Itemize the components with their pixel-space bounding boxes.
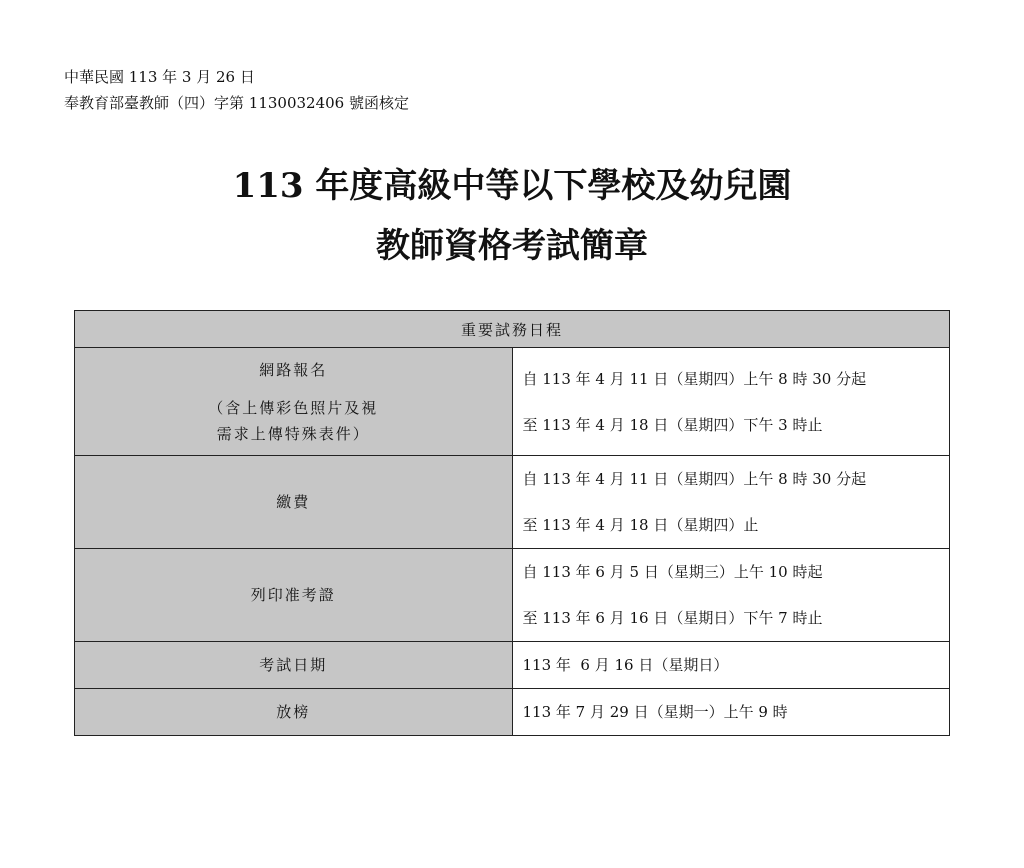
schedule-line: 至 113 年 4 月 18 日（星期四）下午 3 時止: [522, 415, 823, 434]
row-label-payment: 繳費: [75, 456, 513, 549]
table-row: [75, 642, 950, 689]
schedule-table: [74, 310, 950, 736]
schedule-line: 自 113 年 4 月 11 日（星期四）上午 8 時 30 分起: [522, 369, 867, 388]
row-label-registration: [75, 348, 513, 456]
schedule-line: 至 113 年 4 月 18 日（星期四）止: [522, 516, 759, 534]
table-row: [75, 549, 950, 642]
row-value-exam-date: [512, 642, 950, 689]
schedule-line: 自 113 年 4 月 11 日（星期四）上午 8 時 30 分起: [522, 470, 867, 488]
row-label-exam-date: 考試日期: [75, 642, 513, 689]
title-line-1: 113 年度高級中等以下學校及幼兒園: [232, 166, 792, 206]
row-label-note: 需求上傳特殊表件）: [216, 424, 370, 443]
approval-line: 奉教育部臺教師（四）字第 1130032406 號函核定: [64, 94, 409, 112]
table-row: [75, 456, 950, 549]
schedule-line: 自 113 年 6 月 5 日（星期三）上午 10 時起: [522, 563, 823, 581]
schedule-line: 至 113 年 6 月 16 日（星期日）下午 7 時止: [522, 609, 823, 627]
row-label-note: （含上傳彩色照片及視: [208, 398, 379, 417]
row-value-admission-ticket: [512, 549, 950, 642]
date-line: 中華民國 113 年 3 月 26 日: [64, 68, 255, 86]
document-meta: [64, 64, 409, 116]
row-value-results: [512, 689, 950, 736]
table-row: [75, 348, 950, 456]
title-line-2: 教師資格考試簡章: [376, 226, 648, 266]
table-row: [75, 689, 950, 736]
row-label-text: 網路報名: [259, 360, 328, 379]
row-value-registration: [512, 348, 950, 456]
schedule-line: 113 年 7 月 29 日（星期一）上午 9 時: [522, 703, 788, 721]
schedule-line: 113 年 6 月 16 日（星期日）: [522, 656, 729, 674]
schedule-heading: 重要試務日程: [75, 311, 950, 348]
row-label-results: 放榜: [75, 689, 513, 736]
row-value-payment: [512, 456, 950, 549]
row-label-admission-ticket: 列印准考證: [75, 549, 513, 642]
